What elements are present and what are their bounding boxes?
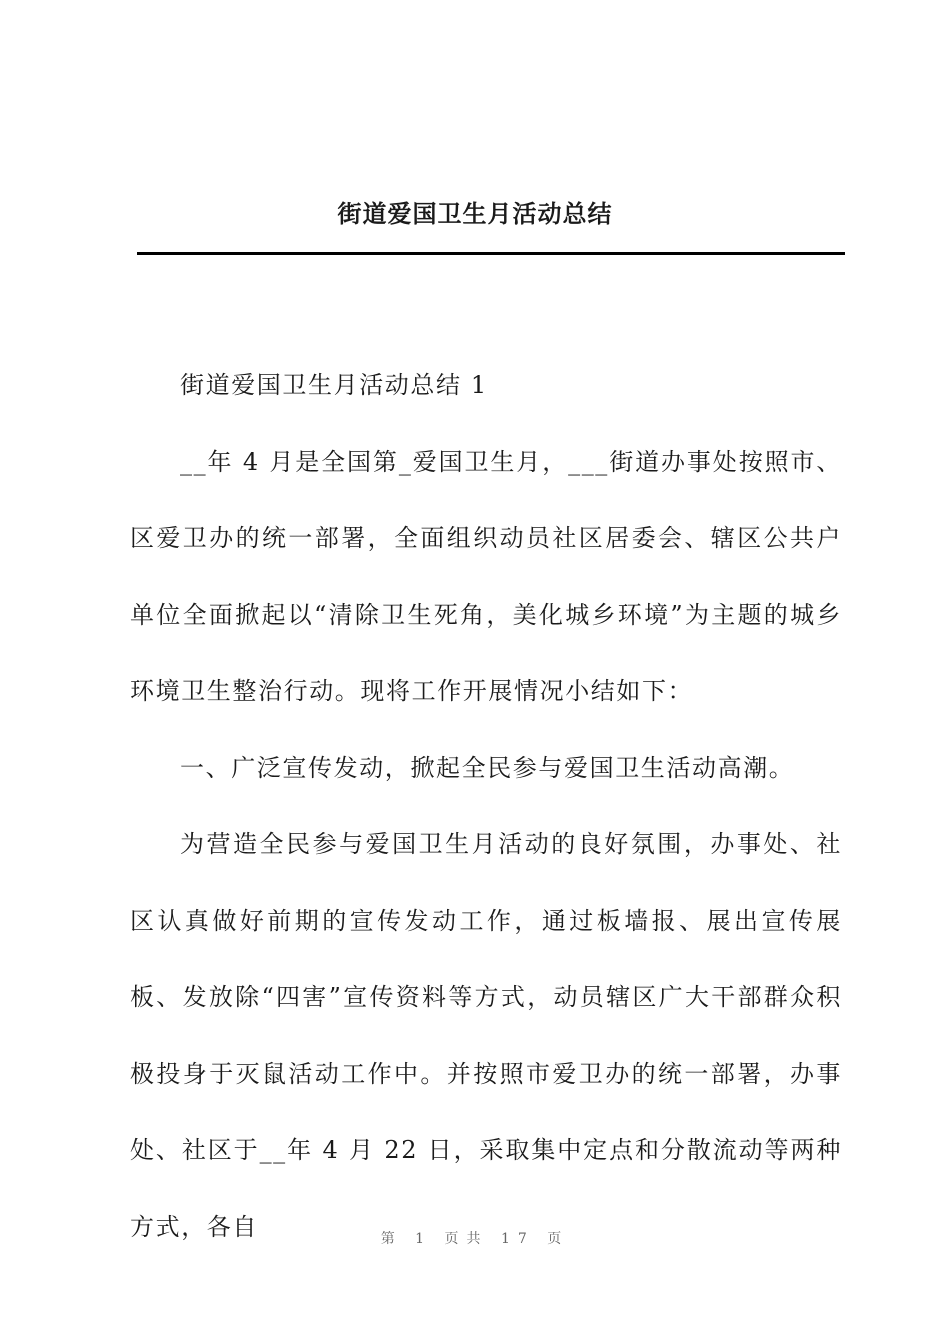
document-title: 街道爱国卫生月活动总结 — [337, 199, 613, 228]
document-body — [130, 347, 842, 1265]
page-footer: 第 1 页共 17 页 — [380, 1231, 570, 1247]
subheading-paragraph: 一、广泛宣传发动，掀起全民参与爱国卫生活动高潮。 — [180, 753, 795, 782]
section-heading: 街道爱国卫生月活动总结 1 — [180, 371, 488, 399]
body-paragraph: 为营造全民参与爱国卫生月活动的良好氛围，办事处、社区认真做好前期的宣传发动工作，通过板墙报、展出宣传展板、发放除“四害”宣传资料等方式，动员辖区广大干部群众积极投身于灭鼠活动工作中。并按照市爱卫办的统一部署，办事处、社区于__年 4 月 22 日，采取集中定点和分散流动等两种方式，各自 — [130, 830, 842, 1241]
title-divider — [137, 252, 845, 255]
intro-paragraph: __年 4 月是全国第_爱国卫生月，___街道办事处按照市、区爱卫办的统一部署，全面组织动员社区居委会、辖区公共户单位全面掀起以“清除卫生死角，美化城乡环境”为主题的城乡环境卫生整治行动。现将工作开展情况小结如下： — [130, 447, 842, 705]
